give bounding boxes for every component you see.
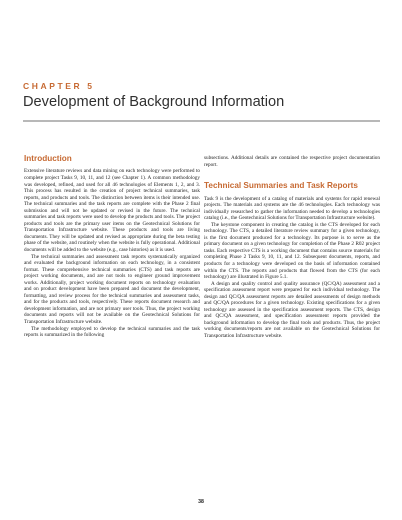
page-number: 38 <box>198 499 204 505</box>
summaries-paragraph-3: A design and quality control and quality assurance (QC/QA) assessment and a specification assessment report were prepared for each individual technology. The design and QC/QA assessment reports are detailed assessments of design methods and QC/QA procedures for a given technology. Existing specifications for a given technology are assessed in the specification assessment reports. The CTS, design and QC/QA assessment, and specification assessment reports provided the background information to develop the final tools and products. Thus, the project working documents/reports are not available on the Geotechnical Solutions for Transportation Infrastructure website. <box>204 280 380 339</box>
technical-summaries-heading: Technical Summaries and Task Reports <box>204 181 358 191</box>
intro-paragraph-1: Extensive literature reviews and data mining on each technology were performed to complete project Tasks 9, 10, 11, and 12 (see Chapter 1). A common methodology was developed, refined, and used for all 46 technologies of Elements 1, 2, and 3. This process has resulted in the creation of project technical summaries, task reports, and products and tools. The distinction between items is their intended use. The technical summaries and the task reports are complete with the Phase 2 final submission and will not be updated or revised in the future. The technical summaries and task reports were used to develop the products and tools. The project products and tools are the primary user items on the Geotechnical Solutions for Transportation Infrastructure website. These products and tools are living documents. They will be updated and revised as appropriate during the beta testing phase of the website, and routinely when the website is fully operational. Additional documents will be added to the website (e.g., case histories) as it is used. <box>24 168 200 253</box>
summaries-paragraph-1: Task 9 is the development of a catalog of materials and systems for rapid renewal projects. The materials and systems are the 46 technologies. Each technology was individually researched to gather the information needed to develop a technologies catalog (i.e., the Geotechnical Solutions for Transportation Infrastructure website). <box>204 195 380 222</box>
right-column <box>204 155 380 340</box>
title-rule <box>23 120 380 122</box>
intro-paragraph-3: The methodology employed to develop the technical summaries and the task reports is summarized in the following <box>24 325 200 339</box>
introduction-heading: Introduction <box>24 154 72 163</box>
chapter-title: Development of Background Information <box>23 94 285 110</box>
summaries-paragraph-2: The keystone component in creating the catalog is the CTS developed for each technology. The CTS, a detailed literature review summary for a given technology, is the first document produced for a technology. Its purpose is to serve as the primary document on a given technology for completion of the Phase 2 R02 project tasks. Each respective CTS is a working document that contains source materials for completing Phase 2 Tasks 9, 10, 11, and 12. Subsequent documents, reports, and products for a technology were developed on the basis of information contained within the CTS. The reports and products that flowed from the CTS (for each technology) are illustrated in Figure 5.1. <box>204 221 380 281</box>
chapter-label: CHAPTER 5 <box>23 81 95 91</box>
left-column <box>24 155 200 339</box>
continued-paragraph: subsections. Additional details are contained the respective project documentation report. <box>204 155 380 168</box>
intro-paragraph-2: The technical summaries and assessment task reports systematically organized and evaluated the background information on each technology, in a consistent format. These comprehensive technical summaries (CTS) and task reports are project working documents, and are not tools to engineer ground improvement works. Additionally, project working document reports on technology evaluation and on product development have been prepared and document the development, formatting, and review process for the technical summaries and assessment tasks, and for the products and tools, respectively. These reports document research and development information, and are not primary user tools. Thus, the project working documents and reports will not be available on the Geotechnical Solutions for Transportation Infrastructure website. <box>24 253 200 325</box>
